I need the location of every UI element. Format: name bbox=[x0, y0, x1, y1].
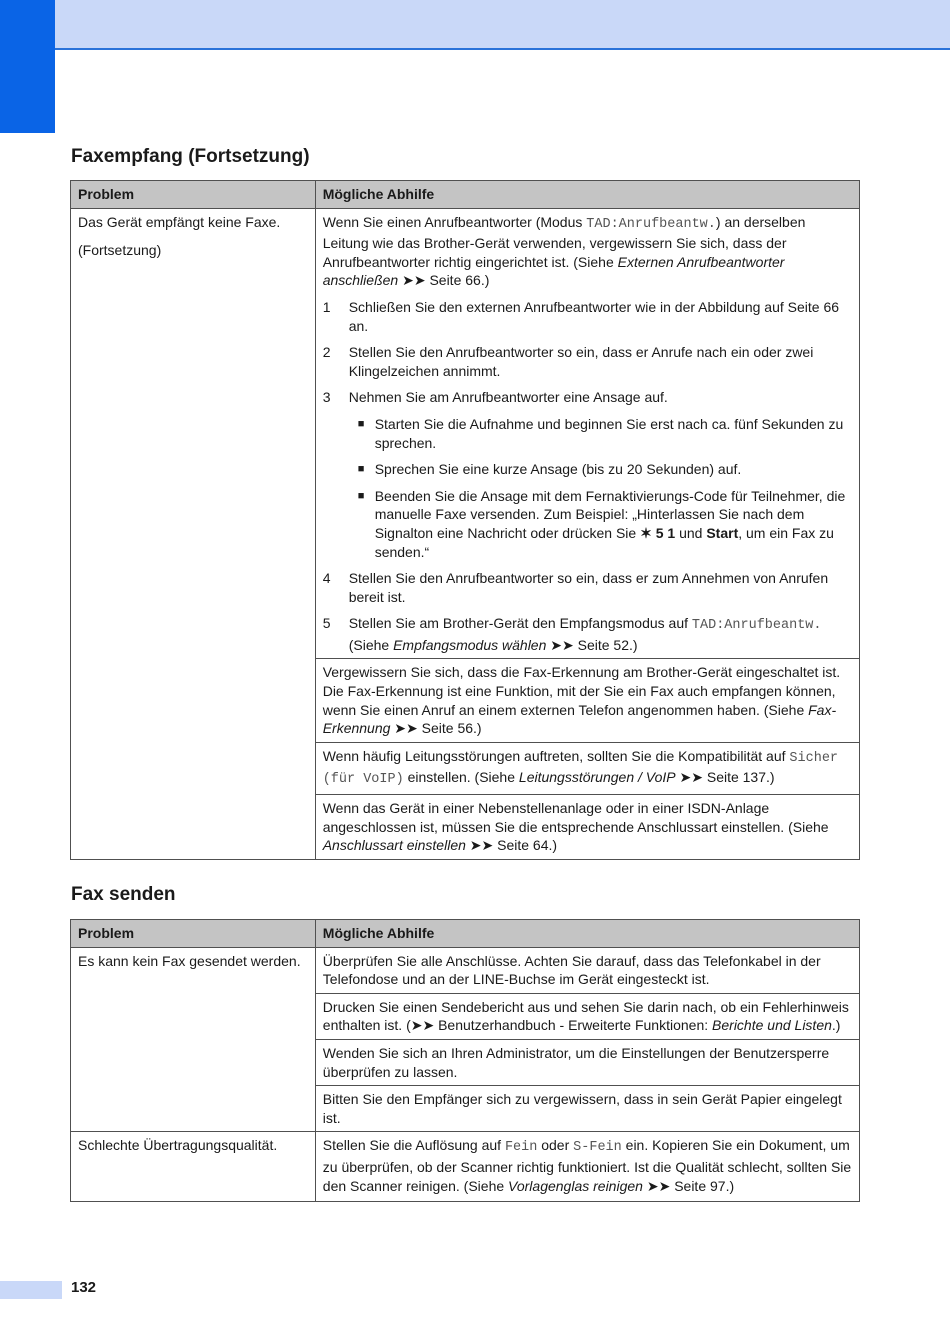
column-header-problem: Problem bbox=[71, 181, 316, 209]
remedy-cell: Überprüfen Sie alle Anschlüsse. Achten Sie darauf, dass das Telefonkabel in der Telefondose und an der LINE-Buchse im Gerät eingesteckt ist. bbox=[315, 947, 859, 993]
setting-code: Sicher (für VoIP) bbox=[322, 750, 839, 788]
start-key-label: Start bbox=[706, 524, 739, 541]
remedy-cell bbox=[315, 208, 859, 659]
remedy-cell: Stellen Sie die Auflösung auf Fein oder S-Fein ein. Kopieren Sie ein Dokument, um zu überprüfen, ob der Scanner richtig funktioniert. Ist die Qualität schlecht, sollten Sie den Scanner reinigen. (Siehe Vorlagenglas reinigen ➤➤ Seite 97.) bbox=[315, 1132, 859, 1202]
square-bullet-icon: ■ bbox=[357, 417, 365, 430]
problem-cell: Schlechte Übertragungsqualität. bbox=[71, 1132, 316, 1202]
cross-reference: Anschlussart einstellen bbox=[322, 837, 466, 854]
cross-reference: Empfangsmodus wählen bbox=[393, 636, 547, 653]
section-title-fax-send: Fax senden bbox=[71, 884, 176, 905]
bullet-item: ■ Sprechen Sie eine kurze Ansage (bis zu 20 Sekunden) auf. bbox=[357, 461, 742, 478]
troubleshooting-table-receive bbox=[70, 180, 860, 860]
step-item: 4 Stellen Sie den Anrufbeantworter so ein, dass er zum Annehmen von Anrufen bereit ist. bbox=[322, 570, 829, 605]
section-title-fax-receive: Faxempfang (Fortsetzung) bbox=[71, 146, 310, 167]
column-header-remedy: Mögliche Abhilfe bbox=[315, 181, 859, 209]
remedy-intro: Wenn Sie einen Anrufbeantworter (Modus TAD:Anrufbeantw.) an derselben Leitung wie das Brother-Gerät verwenden, vergewissern Sie sich, dass der Anrufbeantworter richtig eingerichtet ist. (Siehe Externen Anrufbeantworter anschließen ➤➤ Seite 66.) bbox=[322, 213, 806, 289]
column-header-problem: Problem bbox=[71, 920, 316, 948]
step-item: 2 Stellen Sie den Anrufbeantworter so ein, dass er Anrufe nach ein oder zwei Klingelzeichen annimmt. bbox=[322, 344, 814, 379]
resolution-code: Fein bbox=[504, 1140, 538, 1156]
cross-reference: Externen Anrufbeantworter anschließen bbox=[322, 253, 785, 289]
column-header-remedy: Mögliche Abhilfe bbox=[315, 920, 859, 948]
table-row bbox=[71, 947, 860, 993]
header-band bbox=[55, 0, 950, 50]
step-item: 5 Stellen Sie am Brother-Gerät den Empfangsmodus auf TAD:Anrufbeantw. (Siehe Empfangsmodus wählen ➤➤ Seite 52.) bbox=[322, 615, 822, 653]
chapter-tab bbox=[0, 0, 55, 133]
continuation-note: (Fortsetzung) bbox=[78, 242, 162, 259]
cross-reference: Berichte und Listen bbox=[712, 1017, 832, 1034]
mode-code: TAD:Anrufbeantw. bbox=[691, 618, 822, 634]
bullet-item: ■ Beenden Sie die Ansage mit dem Fernaktivierungs-Code für Teilnehmer, die manuelle Faxe versenden. Zum Beispiel: „Hinterlassen Sie nach dem Signalton eine Nachricht oder drücken Sie ✶ 5 1 und Start, um ein Fax zu senden.“ bbox=[357, 487, 846, 560]
remedy-cell: Vergewissern Sie sich, dass die Fax-Erkennung am Brother-Gerät eingeschaltet ist. Die Fax-Erkennung ist eine Funktion, mit der Sie ein Fax auch empfangen können, wenn Sie einen Anruf an einem externen Telefon angenommen haben. (Siehe Fax-Erkennung ➤➤ Seite 56.) bbox=[315, 659, 859, 742]
mode-code: TAD:Anrufbeantw. bbox=[586, 216, 716, 232]
table-header-row bbox=[71, 920, 860, 948]
page-number-bar bbox=[0, 1281, 62, 1299]
resolution-code: S-Fein bbox=[573, 1140, 622, 1156]
problem-text: Das Gerät empfängt keine Faxe. bbox=[78, 213, 281, 230]
remote-code: ✶ 5 1 bbox=[640, 524, 676, 541]
square-bullet-icon: ■ bbox=[357, 489, 365, 502]
cross-reference: Fax-Erkennung bbox=[322, 701, 837, 737]
step-item: 1 Schließen Sie den externen Anrufbeantworter wie in der Abbildung auf Seite 66 an. bbox=[322, 298, 840, 334]
bullet-item: ■ Starten Sie die Aufnahme und beginnen Sie erst nach ca. fünf Sekunden zu sprechen. bbox=[357, 415, 844, 451]
remedy-cell: Bitten Sie den Empfänger sich zu vergewissern, dass in sein Gerät Papier eingelegt ist. bbox=[315, 1086, 859, 1132]
table-row bbox=[71, 208, 860, 659]
cross-reference: Leitungsstörungen / VoIP bbox=[518, 769, 676, 786]
table-header-row bbox=[71, 181, 860, 209]
problem-cell bbox=[71, 208, 316, 859]
cross-reference: Vorlagenglas reinigen bbox=[508, 1177, 643, 1194]
problem-cell: Es kann kein Fax gesendet werden. bbox=[71, 947, 316, 1132]
remedy-cell: Wenden Sie sich an Ihren Administrator, um die Einstellungen der Benutzersperre überprüfen zu lassen. bbox=[315, 1039, 859, 1085]
step-item: 3 Nehmen Sie am Anrufbeantworter eine Ansage auf. bbox=[322, 389, 668, 406]
table-row bbox=[71, 1132, 860, 1202]
square-bullet-icon: ■ bbox=[357, 463, 365, 476]
remedy-cell: Wenn häufig Leitungsstörungen auftreten, sollten Sie die Kompatibilität auf Sicher (für VoIP) einstellen. (Siehe Leitungsstörungen / VoIP ➤➤ Seite 137.) bbox=[315, 742, 859, 794]
page-number: 132 bbox=[71, 1279, 97, 1296]
remedy-cell: Wenn das Gerät in einer Nebenstellenanlage oder in einer ISDN-Anlage angeschlossen ist, müssen Sie die entsprechende Anschlussart einstellen. (Siehe Anschlussart einstellen ➤➤ Seite 64.) bbox=[315, 795, 859, 860]
troubleshooting-table-send bbox=[70, 919, 860, 1202]
remedy-cell: Drucken Sie einen Sendebericht aus und sehen Sie darin nach, ob ein Fehlerhinweis enthalten ist. (➤➤ Benutzerhandbuch - Erweiterte Funktionen: Berichte und Listen.) bbox=[315, 993, 859, 1039]
